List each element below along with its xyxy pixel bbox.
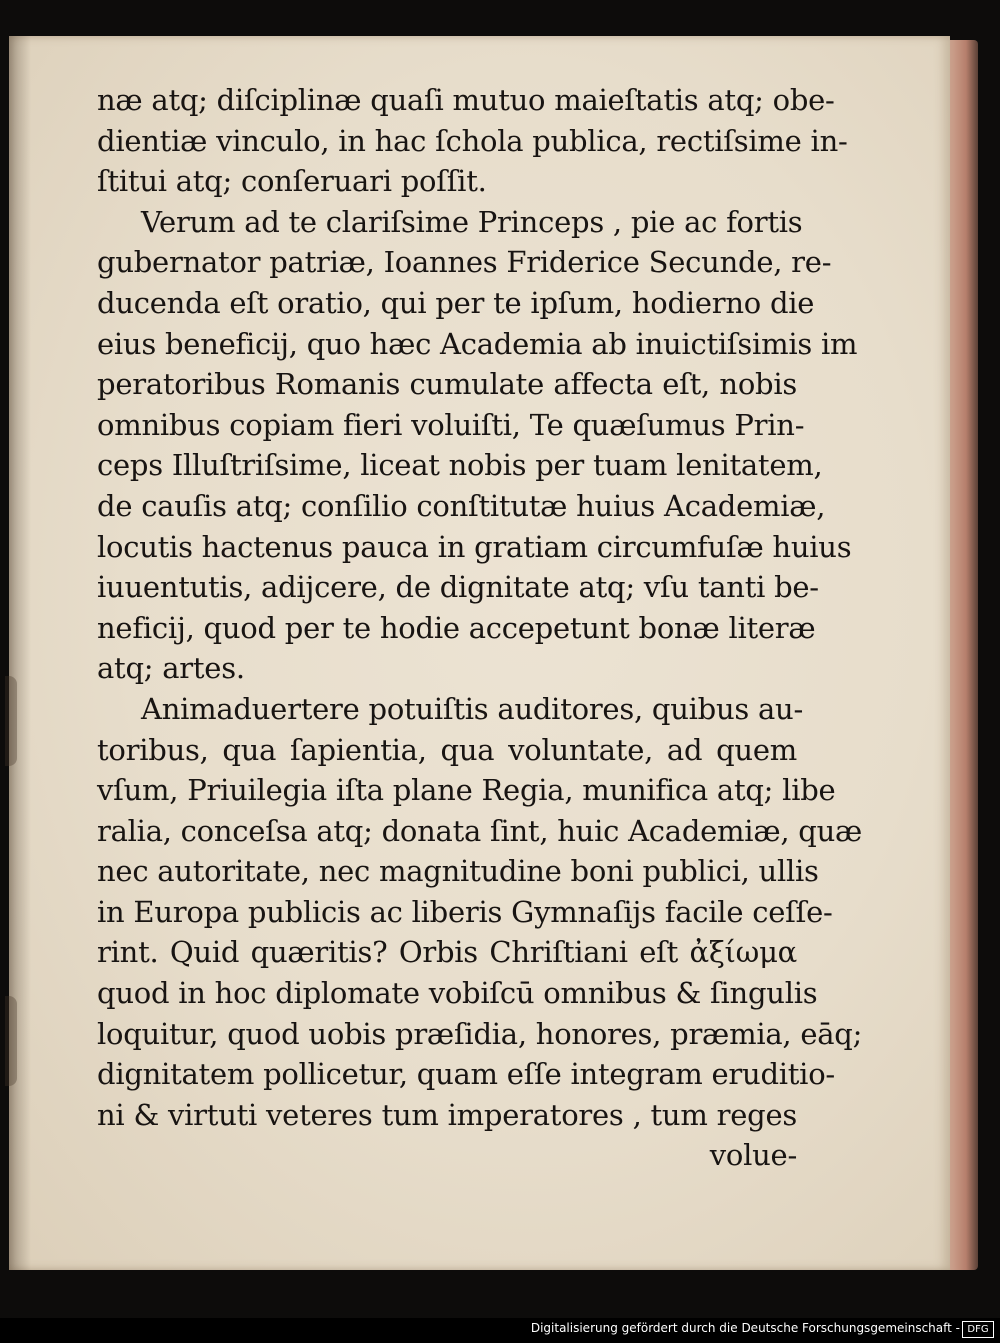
text-line: Animaduertere potuiſtis auditores, quibus au-: [141, 691, 804, 726]
text-line: eius beneficij, quo hæc Academia ab inuictiſsimis im: [97, 326, 858, 361]
text-line: ceps Illuſtriſsime, liceat nobis per tuam lenitatem,: [97, 448, 823, 483]
text-line: iuuentutis, adijcere, de dignitate atq; vſu tanti be-: [97, 570, 819, 605]
binding-hole: [5, 996, 17, 1086]
text-line: vſum, Priuilegia iſta plane Regia, munifica atq; libe: [97, 773, 836, 808]
text-line: locutis hactenus pauca in gratiam circumfuſæ huius: [97, 529, 852, 564]
footer-bar: [0, 1318, 1000, 1343]
text-line: dientiæ vinculo, in hac ſchola publica, rectiſsime in-: [97, 123, 848, 158]
footer-credit: Digitalisierung gefördert durch die Deutsche Forschungsgemeinschaft -: [530, 1321, 960, 1335]
text-line: atq; artes.: [97, 651, 245, 686]
text-line: de cauſis atq; conſilio conſtitutæ huius Academiæ,: [97, 488, 826, 523]
text-line: neficij, quod per te hodie accepetunt bonæ literæ: [97, 610, 816, 645]
text-line: quod in hoc diplomate vobiſcū omnibus & ſingulis: [97, 976, 818, 1011]
catchword: volue-: [709, 1138, 797, 1173]
text-line: loquitur, quod uobis præſidia, honores, præmia, eāq;: [97, 1016, 863, 1051]
text-line: ſtitui atq; conſeruari poſſit.: [97, 164, 487, 199]
text-line: Verum ad te clariſsime Princeps , pie ac fortis: [141, 204, 803, 239]
text-line: peratoribus Romanis cumulate affecta eſt, nobis: [97, 367, 797, 402]
text-line: nec autoritate, nec magnitudine boni publici, ullis: [97, 854, 819, 889]
dfg-logo: DFG: [962, 1321, 994, 1338]
binding-hole: [5, 676, 17, 766]
text-line: toribus, qua ſapientia, qua voluntate, ad quem: [97, 732, 797, 767]
text-line: ralia, conceſsa atq; donata ſint, huic Academiæ, quæ: [97, 813, 863, 848]
text-line: in Europa publicis ac liberis Gymnaſijs facile ceſſe-: [97, 894, 833, 929]
text-line: rint. Quid quæritis? Orbis Chriſtiani eſt ἀξίωμα: [97, 935, 797, 970]
text-line: dignitatem pollicetur, quam eſſe integram eruditio-: [97, 1057, 835, 1092]
page-text: [97, 80, 863, 1176]
text-line: ducenda eſt oratio, qui per te ipſum, hodierno die: [97, 285, 815, 320]
text-line: omnibus copiam fieri voluiſti, Te quæſumus Prin-: [97, 407, 805, 442]
text-line: ni & virtuti veteres tum imperatores , tum reges: [97, 1097, 797, 1132]
text-line: næ atq; diſciplinæ quaſi mutuo maieſtatis atq; obe-: [97, 83, 835, 117]
book-page: [9, 36, 950, 1270]
text-line: gubernator patriæ, Ioannes Friderice Secunde, re-: [97, 245, 832, 280]
